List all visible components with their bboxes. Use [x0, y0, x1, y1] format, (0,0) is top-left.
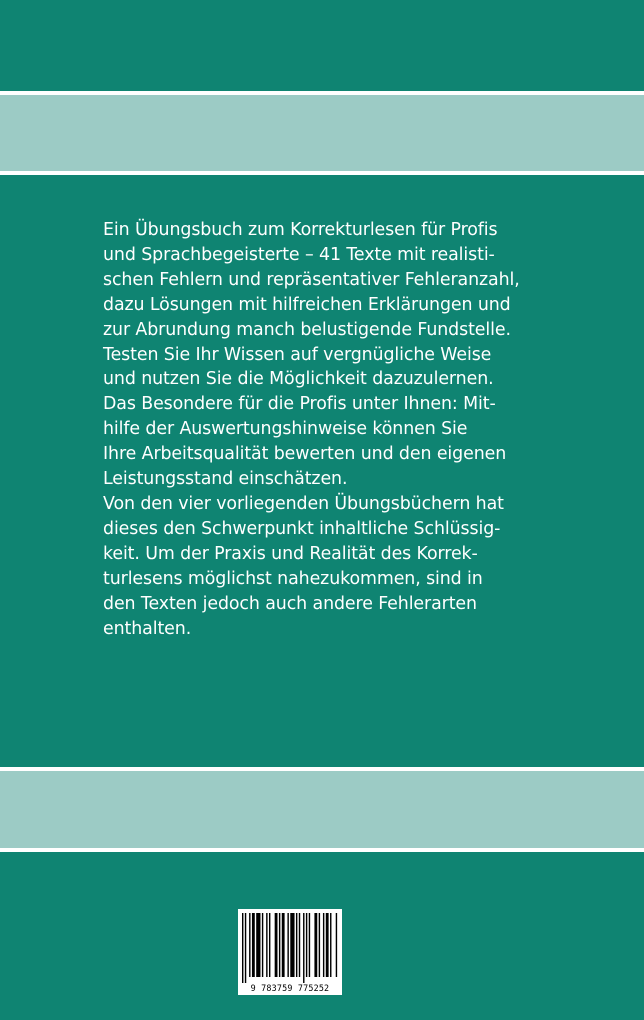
top-white-stripe-lower	[0, 171, 644, 175]
barcode-bar	[309, 913, 310, 977]
blurb-line: turlesens möglichst nahezukommen, sind in	[103, 568, 483, 589]
isbn-barcode	[238, 909, 342, 995]
barcode-bar	[287, 913, 288, 977]
barcode-bar	[275, 913, 278, 977]
blurb-line: Leistungsstand einschätzen.	[103, 469, 348, 490]
barcode-bar	[319, 913, 320, 977]
barcode-bar	[256, 913, 260, 977]
barcode-bar	[323, 913, 324, 977]
barcode-bar	[296, 913, 297, 977]
barcode-bar	[252, 913, 255, 977]
barcode-bar	[245, 913, 246, 983]
blurb-line: zur Abrundung manch belustigende Fundstelle.	[103, 319, 511, 340]
blurb-line: den Texten jedoch auch andere Fehlerarten	[103, 593, 477, 614]
barcode-bar	[303, 913, 304, 983]
blurb-line: dieses den Schwerpunkt inhaltliche Schlüssig-	[103, 518, 501, 539]
barcode-bar	[269, 913, 270, 977]
barcode-bar	[336, 913, 337, 977]
blurb-line: enthalten.	[103, 618, 192, 639]
blurb-line: schen Fehlern und repräsentativer Fehleranzahl,	[103, 269, 520, 290]
blurb-line: Testen Sie Ihr Wissen auf vergnügliche Weise	[103, 344, 492, 365]
barcode-bar	[306, 913, 307, 977]
barcode-bars-icon	[241, 913, 339, 983]
bottom-white-stripe-lower	[0, 848, 644, 852]
barcode-bar	[279, 913, 280, 977]
back-cover-blurb	[103, 218, 543, 641]
isbn-number: 9 783759 775252	[250, 983, 330, 993]
blurb-line: und nutzen Sie die Möglichkeit dazuzulernen.	[103, 369, 494, 390]
barcode-bar	[242, 913, 243, 983]
blurb-line: dazu Lösungen mit hilfreichen Erklärungen und	[103, 294, 511, 315]
barcode-bar	[282, 913, 285, 977]
blurb-line: Von den vier vorliegenden Übungsbüchern hat	[103, 493, 504, 514]
barcode-bar	[299, 913, 300, 977]
blurb-line: und Sprachbegeisterte – 41 Texte mit realisti-	[103, 244, 495, 265]
barcode-bar	[290, 913, 294, 977]
bottom-light-band	[0, 771, 644, 848]
barcode-bar	[266, 913, 267, 977]
barcode-bar	[326, 913, 329, 977]
top-light-band	[0, 95, 644, 171]
blurb-line: keit. Um der Praxis und Realität des Korrek-	[103, 543, 478, 564]
blurb-line: Ein Übungsbuch zum Korrekturlesen für Profis	[103, 220, 498, 240]
blurb-line: Das Besondere für die Profis unter Ihnen: Mit-	[103, 394, 496, 415]
barcode-bar	[330, 913, 331, 977]
blurb-line: hilfe der Auswertungshinweise können Sie	[103, 419, 468, 440]
barcode-bar	[249, 913, 250, 977]
barcode-bar	[262, 913, 263, 977]
blurb-line: Ihre Arbeitsqualität bewerten und den eigenen	[103, 444, 507, 465]
barcode-bar	[314, 913, 317, 977]
